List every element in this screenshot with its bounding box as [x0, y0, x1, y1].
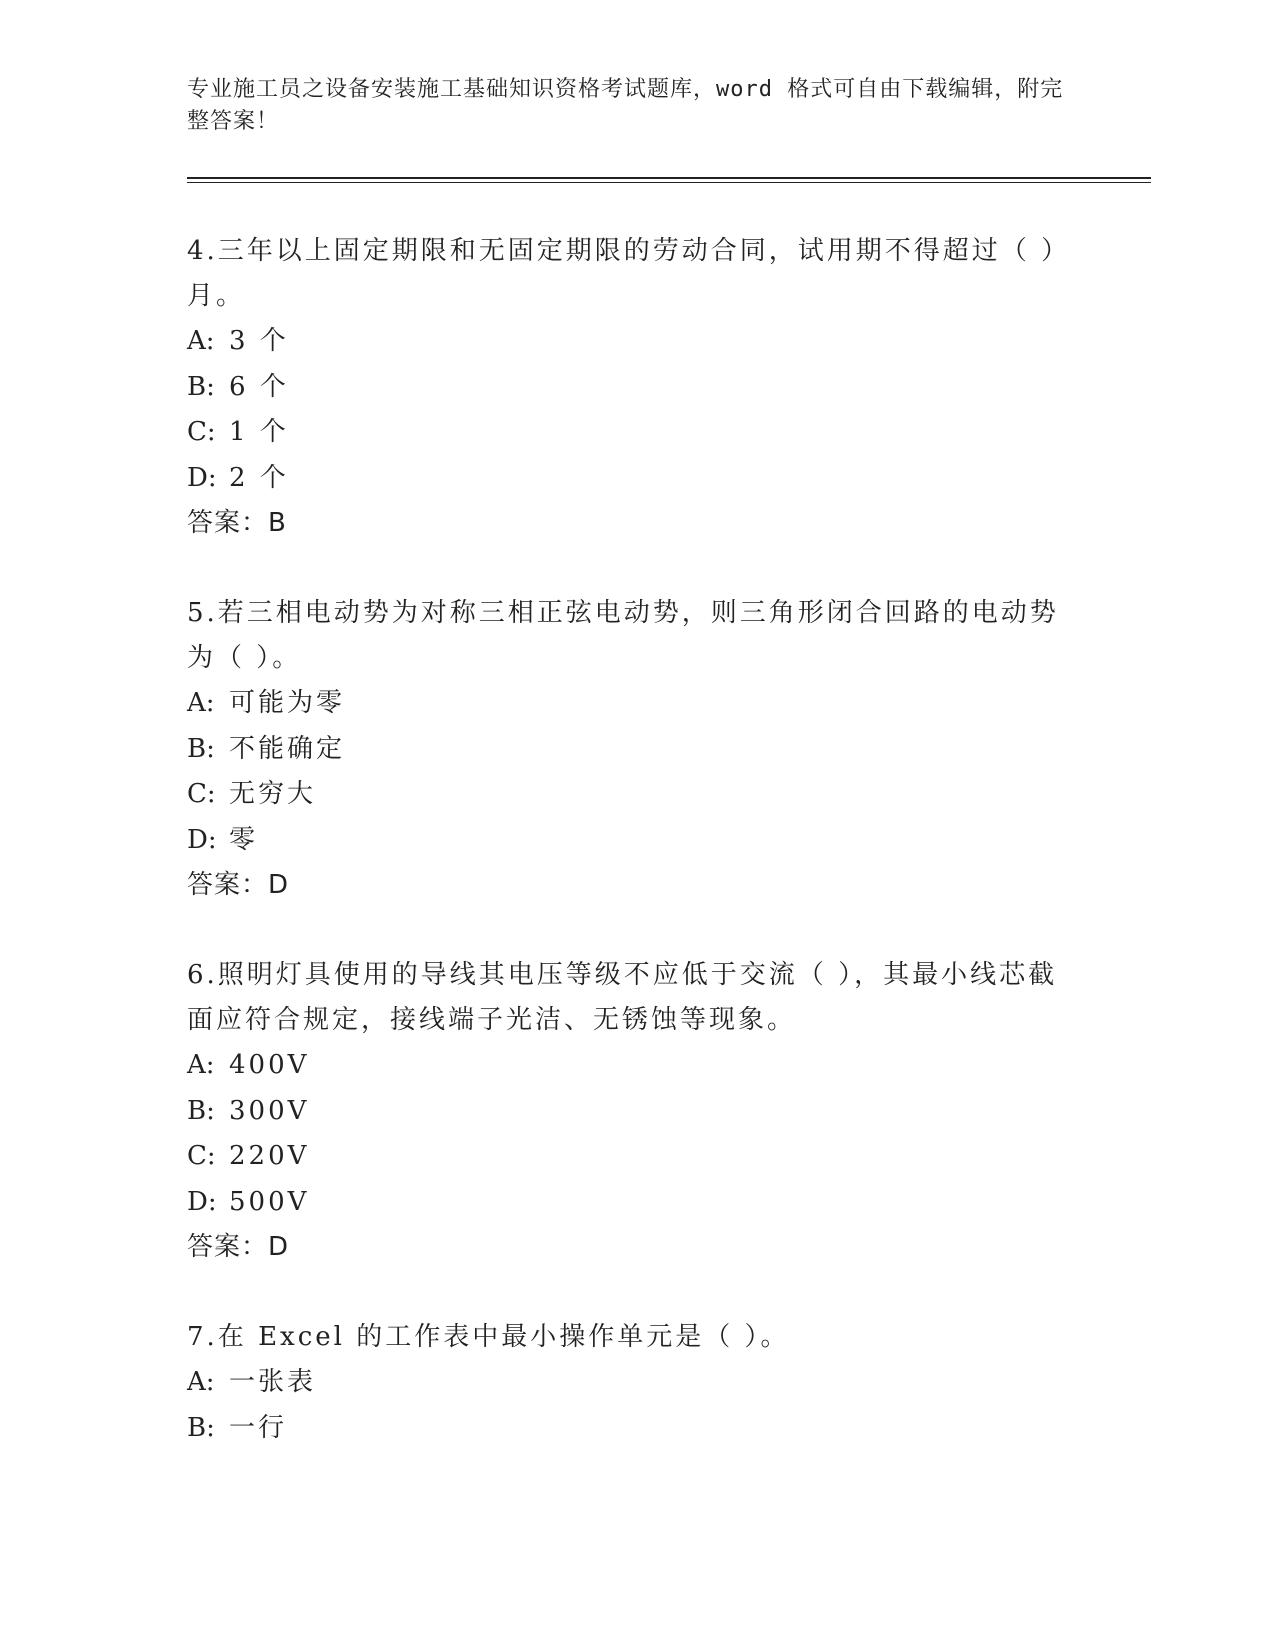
- option-d: [187, 1180, 1067, 1226]
- option-text: 1 个: [229, 417, 289, 447]
- question-stem: 6.照明灯具使用的导线其电压等级不应低于交流（ ），其最小线芯截面应符合规定，接线端子光洁、无锈蚀等现象。: [187, 960, 1058, 1035]
- option-c: [187, 1134, 1067, 1180]
- question-stem: 7.在 Excel 的工作表中最小操作单元是（ ）。: [187, 1322, 790, 1352]
- question-7: [187, 1315, 1067, 1451]
- option-text: 无穷大: [229, 779, 317, 809]
- option-b: [187, 365, 1067, 411]
- option-text: 6 个: [229, 371, 289, 402]
- option-d: [187, 818, 1067, 864]
- option-a: [187, 681, 1067, 727]
- option-letter: B:: [187, 371, 215, 402]
- option-text: 可能为零: [229, 688, 346, 718]
- option-letter: A:: [187, 1367, 215, 1397]
- option-b: [187, 727, 1067, 773]
- answer-line: 答案：B: [187, 508, 287, 538]
- header-divider: [187, 177, 1151, 183]
- option-text: 一张表: [229, 1367, 317, 1397]
- option-text: 不能确定: [229, 733, 346, 764]
- option-a: [187, 319, 1067, 365]
- option-letter: D:: [187, 462, 217, 493]
- option-letter: C:: [187, 417, 216, 447]
- question-stem: 4.三年以上固定期限和无固定期限的劳动合同，试用期不得超过（ ）月。: [187, 236, 1058, 311]
- option-letter: A:: [187, 326, 215, 356]
- option-letter: D:: [187, 1186, 217, 1217]
- option-letter: A:: [187, 688, 215, 718]
- question-4: [187, 229, 1067, 546]
- option-b: [187, 1089, 1067, 1135]
- option-c: [187, 410, 1067, 456]
- option-text: 2 个: [229, 462, 289, 493]
- option-text: 220V: [229, 1141, 310, 1171]
- option-text: 零: [229, 824, 259, 855]
- option-letter: D:: [187, 824, 217, 855]
- option-text: 500V: [229, 1186, 310, 1217]
- option-text: 400V: [229, 1050, 310, 1080]
- option-text: 一行: [229, 1412, 288, 1443]
- option-a: [187, 1043, 1067, 1089]
- option-text: 300V: [229, 1095, 310, 1126]
- document-header: [187, 74, 1067, 138]
- option-letter: C:: [187, 1141, 216, 1171]
- option-c: [187, 772, 1067, 818]
- option-a: [187, 1360, 1067, 1406]
- option-letter: B:: [187, 733, 215, 764]
- answer-line: 答案：D: [187, 870, 290, 900]
- answer-line: 答案：D: [187, 1232, 290, 1262]
- option-letter: C:: [187, 779, 216, 809]
- question-6: [187, 953, 1067, 1270]
- question-5: [187, 591, 1067, 908]
- option-letter: B:: [187, 1095, 215, 1126]
- option-d: [187, 456, 1067, 502]
- header-title: 专业施工员之设备安装施工基础知识资格考试题库，word 格式可自由下载编辑，附完整答案！: [187, 77, 1064, 134]
- option-text: 3 个: [229, 326, 289, 356]
- option-b: [187, 1406, 1067, 1452]
- option-letter: B:: [187, 1412, 215, 1443]
- question-stem: 5.若三相电动势为对称三相正弦电动势，则三角形闭合回路的电动势为（ ）。: [187, 598, 1059, 673]
- option-letter: A:: [187, 1050, 215, 1080]
